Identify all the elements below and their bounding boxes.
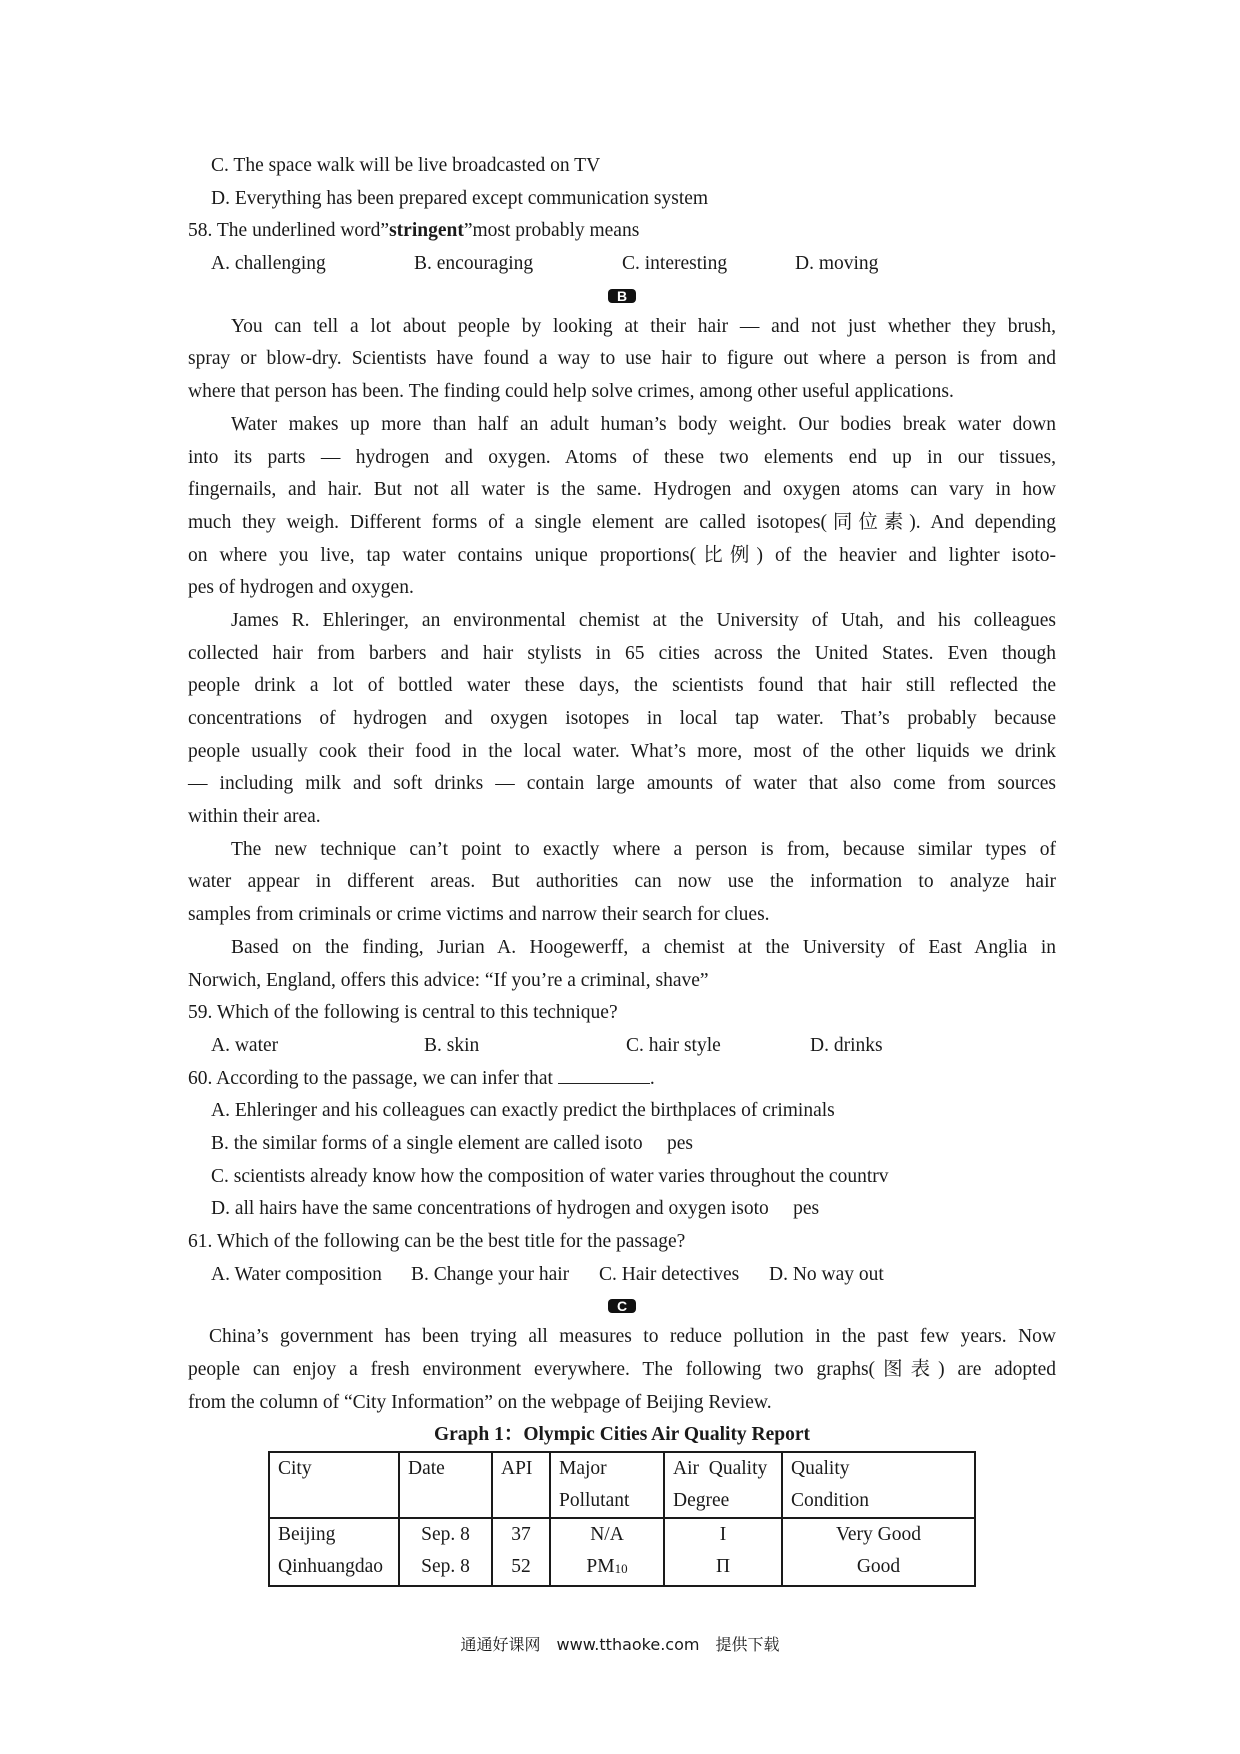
degree-beijing: I <box>719 1524 727 1546</box>
text-line: much they weigh. Different forms of a single element are called isotopes(同位素). And depending <box>188 511 1056 533</box>
page-footer: 通通好课网 www.tthaoke.com 提供下载 <box>460 1635 780 1654</box>
text-line: James R. Ehleringer, an environmental chemist at the University of Utah, and his colleagues <box>231 609 1056 631</box>
q58-option-c: C. interesting <box>622 253 728 275</box>
q57-option-c: C. The space walk will be live broadcasted on TV <box>211 155 601 176</box>
pollutant-qinhuangdao <box>559 1551 655 1585</box>
cell-degree <box>664 1518 782 1586</box>
section-b-passage <box>188 311 1056 997</box>
text-line: from the column of “City Information” on the webpage of Beijing Review. <box>188 1391 772 1413</box>
cell-date <box>399 1518 492 1586</box>
section-b-marker <box>188 281 1056 311</box>
header-pollutant-line1: Major <box>559 1458 607 1480</box>
text-line: people drink a lot of bottled water these days, the scientists found that hair still reflected the <box>188 675 1056 697</box>
degree-qinhuangdao: Π <box>715 1556 731 1578</box>
q60-option-d: D. all hairs have the same concentrations of hydrogen and oxygen isoto pes <box>211 1198 820 1220</box>
text-line: Based on the finding, Jurian A. Hoogewerff, a chemist at the University of East Anglia in <box>231 936 1056 958</box>
q60-stem-prefix: 60. According to the passage, we can infer that <box>188 1067 553 1089</box>
header-condition <box>782 1452 975 1518</box>
q61-option-b: B. Change your hair <box>411 1263 570 1285</box>
section-c-marker <box>188 1291 1056 1321</box>
paragraph <box>188 834 1056 932</box>
text-line: collected hair from barbers and hair stylists in 65 cities across the United States. Even though <box>188 642 1056 664</box>
date-qinhuangdao: Sep. 8 <box>421 1556 470 1578</box>
q61-option-d: D. No way out <box>769 1263 884 1285</box>
text-line: people can enjoy a fresh environment everywhere. The following two graphs(图表) are adopted <box>188 1359 1056 1381</box>
q61-stem: 61. Which of the following can be the best title for the passage? <box>188 1231 686 1252</box>
q58-keyword: stringent <box>389 220 464 242</box>
q60-stem-suffix: . <box>649 1067 655 1089</box>
text-line: Water makes up more than half an adult human’s body weight. Our bodies break water down <box>231 413 1056 435</box>
section-b-label: B <box>608 289 636 303</box>
q58-option-a: A. challenging <box>211 253 326 275</box>
graph1-title: Graph 1：Olympic Cities Air Quality Report <box>433 1424 811 1446</box>
text-line: Norwich, England, offers this advice: “If you’re a criminal, shave” <box>188 969 709 991</box>
table-body-row <box>269 1518 975 1586</box>
header-city: City <box>269 1452 399 1518</box>
text-line: within their area. <box>188 806 321 828</box>
text-line: spray or blow-dry. Scientists have found a way to use hair to figure out where a person is from and <box>188 348 1056 370</box>
pollutant-name: PM <box>586 1556 615 1578</box>
text-line: into its parts — hydrogen and oxygen. Atoms of these two elements end up in our tissues, <box>188 446 1056 468</box>
q60-option-c: C. scientists already know how the composition of water varies throughout the countrv <box>211 1165 889 1187</box>
condition-qinhuangdao: Good <box>856 1556 901 1578</box>
text-line: water appear in different areas. But authorities can now use the information to analyze hair <box>188 871 1056 893</box>
text-line: — including milk and soft drinks — contain large amounts of water that also come from sources <box>188 773 1056 795</box>
header-degree <box>664 1452 782 1518</box>
table-header-row <box>269 1452 975 1518</box>
cell-api <box>492 1518 550 1586</box>
section-c-label: C <box>608 1299 636 1313</box>
q60-option-b: B. the similar forms of a single element are called isoto pes <box>211 1132 693 1154</box>
city-beijing: Beijing <box>278 1524 336 1546</box>
text-line: The new technique can’t point to exactly where a person is from, because similar types of <box>231 838 1056 860</box>
q58-option-d: D. moving <box>795 253 879 275</box>
date-beijing: Sep. 8 <box>421 1524 470 1546</box>
text-line: on where you live, tap water contains unique proportions(比例) of the heavier and lighter isoto- <box>188 544 1056 566</box>
header-pollutant <box>550 1452 664 1518</box>
header-degree-line1: Air Quality <box>673 1458 768 1480</box>
header-degree-line2: Degree <box>673 1490 730 1512</box>
q58-option-b: B. encouraging <box>414 253 534 275</box>
text-line: fingernails, and hair. But not all water is the same. Hydrogen and oxygen atoms can vary in how <box>188 479 1056 501</box>
header-date: Date <box>399 1452 492 1518</box>
city-qinhuangdao: Qinhuangdao <box>278 1556 384 1578</box>
q58-options <box>188 248 1056 281</box>
header-condition-line1: Quality <box>791 1458 850 1480</box>
api-qinhuangdao: 52 <box>511 1556 531 1578</box>
q59-option-c: C. hair style <box>626 1034 721 1056</box>
q59-stem: 59. Which of the following is central to this technique? <box>188 1002 618 1024</box>
q61-option-a: A. Water composition <box>211 1263 382 1285</box>
q61-options <box>188 1259 1056 1292</box>
text-line: pes of hydrogen and oxygen. <box>188 577 414 599</box>
q59-options <box>188 1030 1056 1063</box>
paragraph <box>188 409 1056 605</box>
section-c-intro <box>188 1321 1056 1419</box>
q58-stem-suffix: ”most probably means <box>463 220 640 242</box>
paragraph <box>188 311 1056 409</box>
pollutant-subscript: 10 <box>614 1561 628 1577</box>
text-line: concentrations of hydrogen and oxygen isotopes in local tap water. That’s probably because <box>188 708 1056 729</box>
q58-stem-prefix: 58. The underlined word” <box>188 220 390 242</box>
text-line: where that person has been. The finding could help solve crimes, among other useful applications. <box>188 381 954 403</box>
text-line: You can tell a lot about people by looking at their hair — and not just whether they brush, <box>231 315 1056 337</box>
text-line: samples from criminals or crime victims and narrow their search for clues. <box>188 904 770 926</box>
q58-stem <box>188 215 1056 248</box>
text-line: people usually cook their food in the local water. What’s more, most of the other liquids we drink <box>188 740 1056 762</box>
q59-option-d: D. drinks <box>810 1034 883 1056</box>
exam-content <box>188 150 1056 1587</box>
q59-option-a: A. water <box>211 1034 279 1056</box>
api-beijing: 37 <box>511 1524 531 1546</box>
q57-option-d: D. Everything has been prepared except communication system <box>211 187 709 209</box>
q60-option-a: A. Ehleringer and his colleagues can exactly predict the birthplaces of criminals <box>211 1100 835 1122</box>
header-pollutant-line2: Pollutant <box>559 1490 630 1512</box>
paragraph <box>188 932 1056 997</box>
condition-beijing: Very Good <box>835 1524 922 1546</box>
header-condition-line2: Condition <box>791 1490 870 1512</box>
pollutant-beijing: N/A <box>590 1524 624 1546</box>
air-quality-table <box>268 1451 976 1587</box>
q59-option-b: B. skin <box>424 1034 480 1056</box>
header-api: API <box>492 1452 550 1518</box>
cell-city <box>269 1518 399 1586</box>
answer-blank <box>558 1063 650 1084</box>
cell-pollutant <box>550 1518 664 1586</box>
cell-condition <box>782 1518 975 1586</box>
paragraph <box>188 605 1056 834</box>
q61-option-c: C. Hair detectives <box>599 1263 740 1285</box>
q60-stem <box>188 1063 1056 1096</box>
text-line: China’s government has been trying all measures to reduce pollution in the past few years. Now <box>209 1326 1056 1348</box>
